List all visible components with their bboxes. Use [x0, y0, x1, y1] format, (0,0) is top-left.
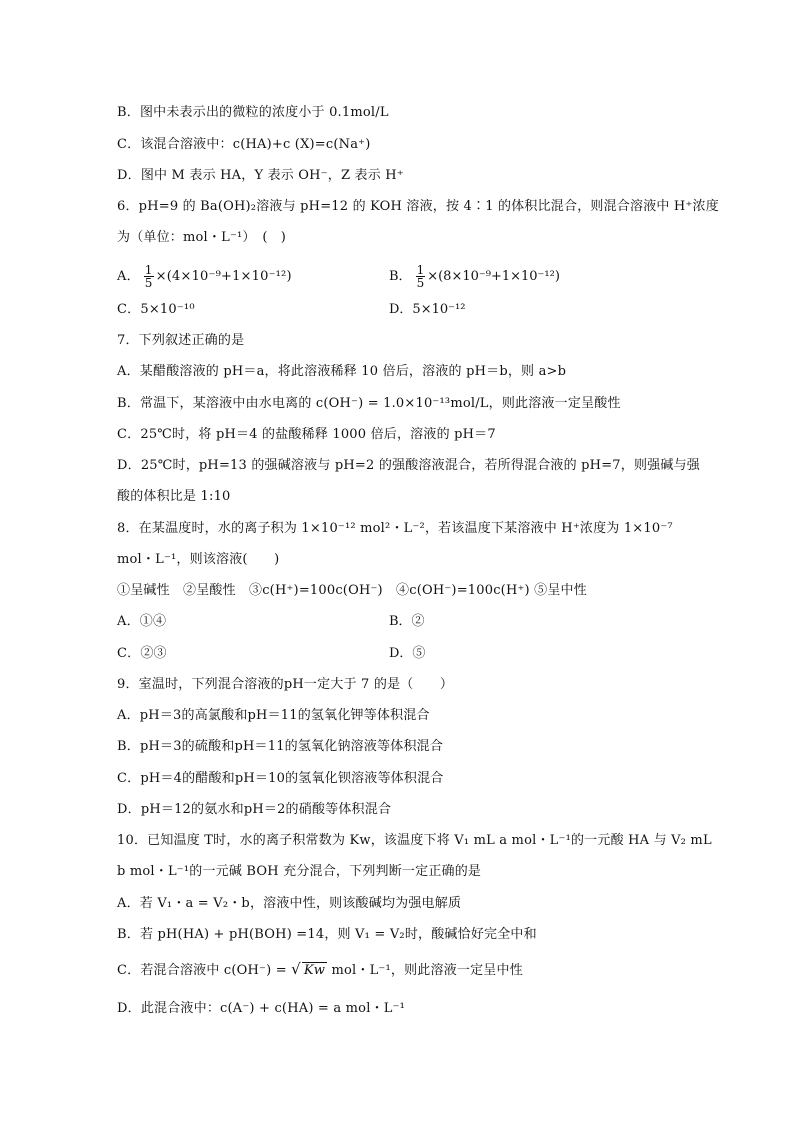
- q6-option-a-fraction: [144, 264, 154, 289]
- q10-option-c-radicand: Kw: [303, 963, 326, 978]
- q7-option-d-line1: D．25℃时，pH=13 的强碱溶液与 pH=2 的强酸溶液混合，若所得混合液的 pH=7，则强碱与强: [117, 458, 700, 473]
- q6-option-b-denominator: 5: [416, 276, 425, 290]
- q8-option-b: B．②: [389, 614, 425, 629]
- q6-option-b: [389, 264, 560, 289]
- q9-stem: 9．室温时，下列混合溶液的pH一定大于 7 的是（ ）: [117, 677, 454, 692]
- q10-option-c: [117, 961, 523, 979]
- q9-option-b: B．pH＝3的硫酸和pH＝11的氢氧化钠溶液等体积混合: [117, 739, 444, 754]
- q10-option-c-prefix: C．若混合溶液中 c(OH⁻) =: [117, 963, 292, 978]
- q10-stem-line1: 10．已知温度 T时，水的离子积常数为 Kw，该温度下将 V₁ mL a mol・L⁻¹的一元酸 HA 与 V₂ mL: [117, 833, 712, 848]
- q9-option-c: C．pH＝4的醋酸和pH＝10的氢氧化钡溶液等体积混合: [117, 771, 444, 786]
- q5-option-b: B．图中未表示出的微粒的浓度小于 0.1mol/L: [117, 105, 389, 120]
- q6-option-c: C．5×10⁻¹⁰: [117, 302, 195, 317]
- q7-option-d-line2: 酸的体积比是 1:10: [117, 489, 231, 504]
- q9-option-d: D．pH＝12的氨水和pH＝2的硝酸等体积混合: [117, 802, 392, 817]
- q7-option-b: B．常温下，某溶液中由水电离的 c(OH⁻) = 1.0×10⁻¹³mol/L，则此溶液一定呈酸性: [117, 396, 621, 411]
- q6-option-b-fraction: [416, 264, 426, 289]
- sqrt-icon: √: [291, 960, 301, 978]
- q7-option-c: C．25℃时，将 pH＝4 的盐酸稀释 1000 倍后，溶液的 pH＝7: [117, 427, 496, 442]
- q8-choices: ①呈碱性 ②呈酸性 ③c(H⁺)=100c(OH⁻) ④c(OH⁻)=100c(H⁺) ⑤呈中性: [117, 583, 587, 598]
- q10-stem-line2: b mol・L⁻¹的一元碱 BOH 充分混合，下列判断一定正确的是: [117, 864, 482, 879]
- q8-option-a: A．①④: [117, 614, 167, 629]
- q6-stem-line1: 6．pH=9 的 Ba(OH)₂溶液与 pH=12 的 KOH 溶液，按 4∶1 的体积比混合，则混合溶液中 H⁺浓度: [117, 199, 719, 214]
- q6-option-a-expression: ×(4×10⁻⁹+1×10⁻¹²): [155, 269, 292, 284]
- q5-option-c: C．该混合溶液中：c(HA)+c (X)=c(Na⁺): [117, 137, 371, 152]
- q7-option-a: A．某醋酸溶液的 pH＝a，将此溶液稀释 10 倍后，溶液的 pH＝b，则 a>b: [117, 364, 567, 379]
- q6-option-a: [117, 264, 292, 289]
- q7-stem: 7．下列叙述正确的是: [117, 333, 245, 348]
- q8-option-c: C．②③: [117, 646, 167, 661]
- q5-option-d: D．图中 M 表示 HA，Y 表示 OH⁻，Z 表示 H⁺: [117, 168, 404, 183]
- q9-option-a: A．pH＝3的高氯酸和pH＝11的氢氧化钾等体积混合: [117, 708, 430, 723]
- q8-stem-line1: 8．在某温度时，水的离子积为 1×10⁻¹² mol²・L⁻²，若该温度下某溶液中 H⁺浓度为 1×10⁻⁷: [117, 521, 673, 536]
- q6-option-a-label: A．: [117, 269, 140, 284]
- q10-option-c-suffix: mol・L⁻¹，则此溶液一定呈中性: [327, 963, 523, 978]
- q6-option-a-denominator: 5: [144, 276, 153, 290]
- q6-option-b-expression: ×(8×10⁻⁹+1×10⁻¹²): [427, 269, 560, 284]
- q10-option-d: D．此混合液中：c(A⁻) + c(HA) = a mol・L⁻¹: [117, 1001, 406, 1016]
- q10-option-b: B．若 pH(HA) + pH(BOH) =14，则 V₁ = V₂时，酸碱恰好完全中和: [117, 927, 537, 942]
- q8-option-d: D．⑤: [389, 646, 426, 661]
- q8-stem-line2: mol・L⁻¹，则该溶液( ): [117, 552, 280, 567]
- q6-stem-line2: 为（单位：mol・L⁻¹） ( ): [117, 230, 287, 245]
- q6-option-b-numerator: 1: [416, 263, 425, 277]
- q6-option-b-label: B．: [389, 269, 412, 284]
- q6-option-d: D．5×10⁻¹²: [389, 302, 466, 317]
- q6-option-a-numerator: 1: [144, 263, 153, 277]
- q10-option-a: A．若 V₁・a = V₂・b，溶液中性，则该酸碱均为强电解质: [117, 896, 462, 911]
